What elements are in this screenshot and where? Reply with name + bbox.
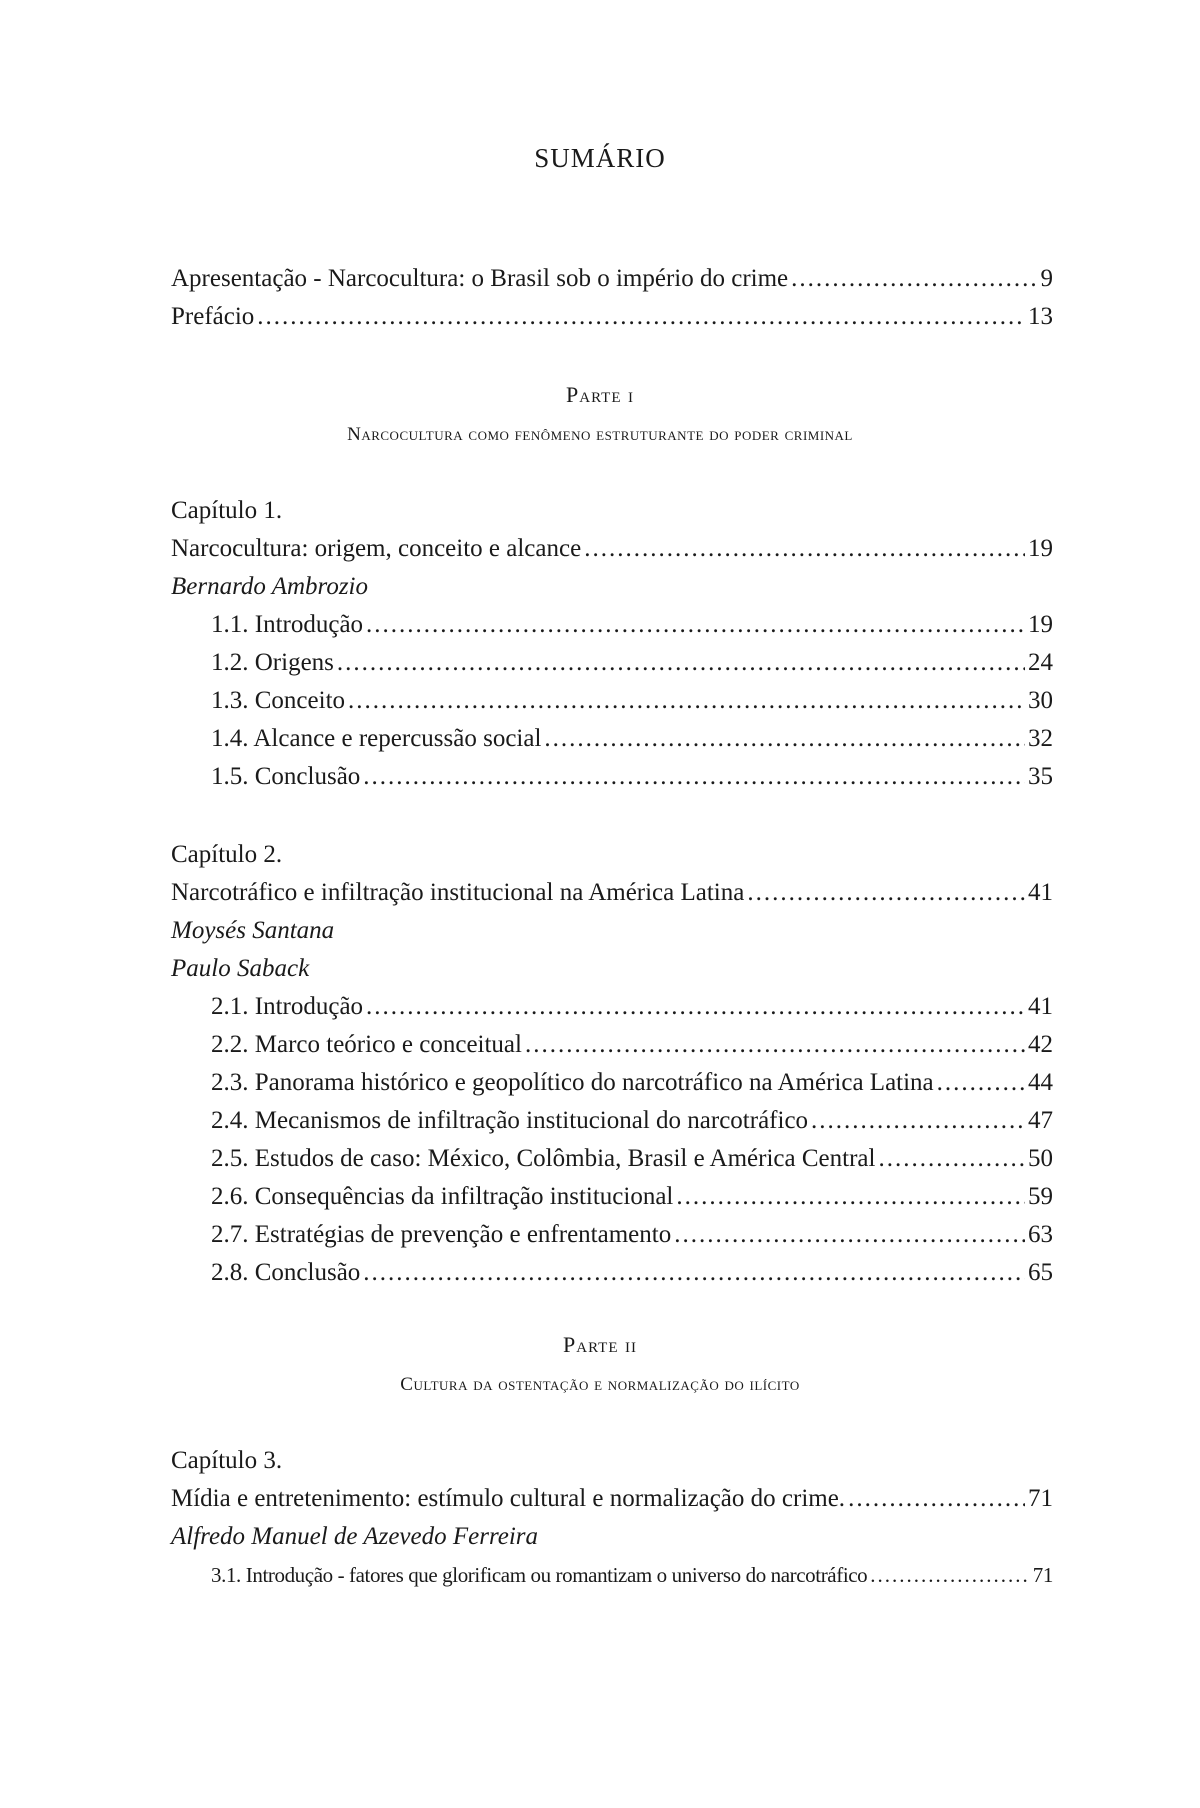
- section-title: 2.5. Estudos de caso: México, Colômbia, Brasil e América Central: [211, 1145, 876, 1172]
- dot-leader: [937, 1064, 1025, 1102]
- section-page: 42: [1028, 1031, 1053, 1058]
- section-page: 47: [1028, 1107, 1053, 1134]
- part-label: Parte i: [566, 382, 634, 407]
- dot-leader: [676, 1178, 1025, 1216]
- toc-entry-page: 13: [1028, 303, 1053, 330]
- toc-section: [171, 720, 1053, 758]
- toc-entry-page: 41: [1028, 879, 1053, 906]
- chapter-author: Alfredo Manuel de Azevedo Ferreira: [171, 1523, 539, 1550]
- dot-leader: [848, 1480, 1025, 1518]
- section-title: 2.3. Panorama histórico e geopolítico do narcotráfico na América Latina: [211, 1069, 934, 1096]
- section-page: 44: [1028, 1069, 1053, 1096]
- dot-leader: [348, 682, 1025, 720]
- chapter-block: [171, 1442, 1053, 1594]
- dot-leader: [366, 988, 1025, 1026]
- section-title: 2.6. Consequências da infiltração institucional: [211, 1183, 674, 1210]
- chapter-author: Bernardo Ambrozio: [171, 573, 368, 600]
- dot-leader: [584, 530, 1025, 568]
- section-page: 30: [1028, 687, 1053, 714]
- section-title: 2.1. Introdução: [211, 993, 364, 1020]
- toc-entry: [171, 530, 1053, 568]
- section-title: 2.7. Estratégias de prevenção e enfrentamento: [211, 1221, 672, 1248]
- section-page: 63: [1028, 1221, 1053, 1248]
- section-page: 24: [1028, 649, 1053, 676]
- dot-leader: [525, 1026, 1025, 1064]
- dot-leader: [257, 298, 1025, 336]
- toc-section: [171, 1140, 1053, 1178]
- section-page: 50: [1028, 1145, 1053, 1172]
- section-page: 32: [1028, 725, 1053, 752]
- toc-section: [171, 1254, 1053, 1292]
- toc-section: [171, 758, 1053, 796]
- toc-section: [171, 1556, 1053, 1594]
- dot-leader: [363, 758, 1025, 796]
- section-page: 59: [1028, 1183, 1053, 1210]
- dot-leader: [870, 1556, 1030, 1594]
- dot-leader: [544, 720, 1025, 758]
- chapter-block: [171, 836, 1053, 1292]
- toc-entry-title: Apresentação - Narcocultura: o Brasil sob o império do crime: [171, 265, 789, 292]
- dot-leader: [674, 1216, 1025, 1254]
- chapter-title: Narcotráfico e infiltração institucional na América Latina: [171, 879, 745, 906]
- section-title: 2.4. Mecanismos de infiltração institucional do narcotráfico: [211, 1107, 809, 1134]
- toc-section: [171, 988, 1053, 1026]
- section-title: 1.4. Alcance e repercussão social: [211, 725, 542, 752]
- section-title: 1.5. Conclusão: [211, 763, 361, 790]
- toc-entry: [171, 1480, 1053, 1518]
- front-matter: [171, 260, 1053, 336]
- toc-entry: [171, 874, 1053, 912]
- toc-section: [171, 1178, 1053, 1216]
- toc-section: [171, 682, 1053, 720]
- section-title: 1.2. Origens: [211, 649, 334, 676]
- section-page: 35: [1028, 763, 1053, 790]
- section-title: 1.1. Introdução: [211, 611, 364, 638]
- part-title: Cultura da ostentação e normalização do ilícito: [400, 1374, 800, 1395]
- section-page: 41: [1028, 993, 1053, 1020]
- dot-leader: [337, 644, 1025, 682]
- toc-entry-title: Prefácio: [171, 303, 255, 330]
- chapter-author: Moysés Santana: [171, 917, 335, 944]
- chapter-label: Capítulo 1.: [171, 497, 283, 524]
- toc-entry-page: 9: [1040, 265, 1053, 292]
- toc-entry-page: 71: [1028, 1485, 1053, 1512]
- page-title: SUMÁRIO: [534, 143, 666, 173]
- section-title: 2.8. Conclusão: [211, 1259, 361, 1286]
- chapter-block: [171, 492, 1053, 796]
- dot-leader: [363, 1254, 1025, 1292]
- part-label: Parte ii: [563, 1332, 637, 1357]
- chapter-label: Capítulo 3.: [171, 1447, 283, 1474]
- toc-section: [171, 1216, 1053, 1254]
- chapter-author: Paulo Saback: [171, 955, 310, 982]
- dot-leader: [366, 606, 1025, 644]
- chapter-title: Narcocultura: origem, conceito e alcance: [171, 535, 582, 562]
- toc-section: [171, 1064, 1053, 1102]
- toc-section: [171, 1026, 1053, 1064]
- toc-section: [171, 606, 1053, 644]
- dot-leader: [791, 260, 1037, 298]
- toc-section: [171, 644, 1053, 682]
- section-page: 65: [1028, 1259, 1053, 1286]
- part-title: Narcocultura como fenômeno estruturante do poder criminal: [347, 424, 853, 445]
- toc-entry: [171, 260, 1053, 298]
- chapter-title: Mídia e entretenimento: estímulo cultural e normalização do crime.: [171, 1485, 846, 1512]
- dot-leader: [811, 1102, 1025, 1140]
- section-title: 3.1. Introdução - fatores que glorificam ou romantizam o universo do narcotráfico: [211, 1563, 868, 1587]
- section-title: 1.3. Conceito: [211, 687, 346, 714]
- section-title: 2.2. Marco teórico e conceitual: [211, 1031, 522, 1058]
- section-page: 19: [1028, 611, 1053, 638]
- section-page: 71: [1032, 1563, 1053, 1587]
- toc-entry: [171, 298, 1053, 336]
- chapter-label: Capítulo 2.: [171, 841, 283, 868]
- toc-section: [171, 1102, 1053, 1140]
- dot-leader: [878, 1140, 1025, 1178]
- toc-entry-page: 19: [1028, 535, 1053, 562]
- dot-leader: [747, 874, 1025, 912]
